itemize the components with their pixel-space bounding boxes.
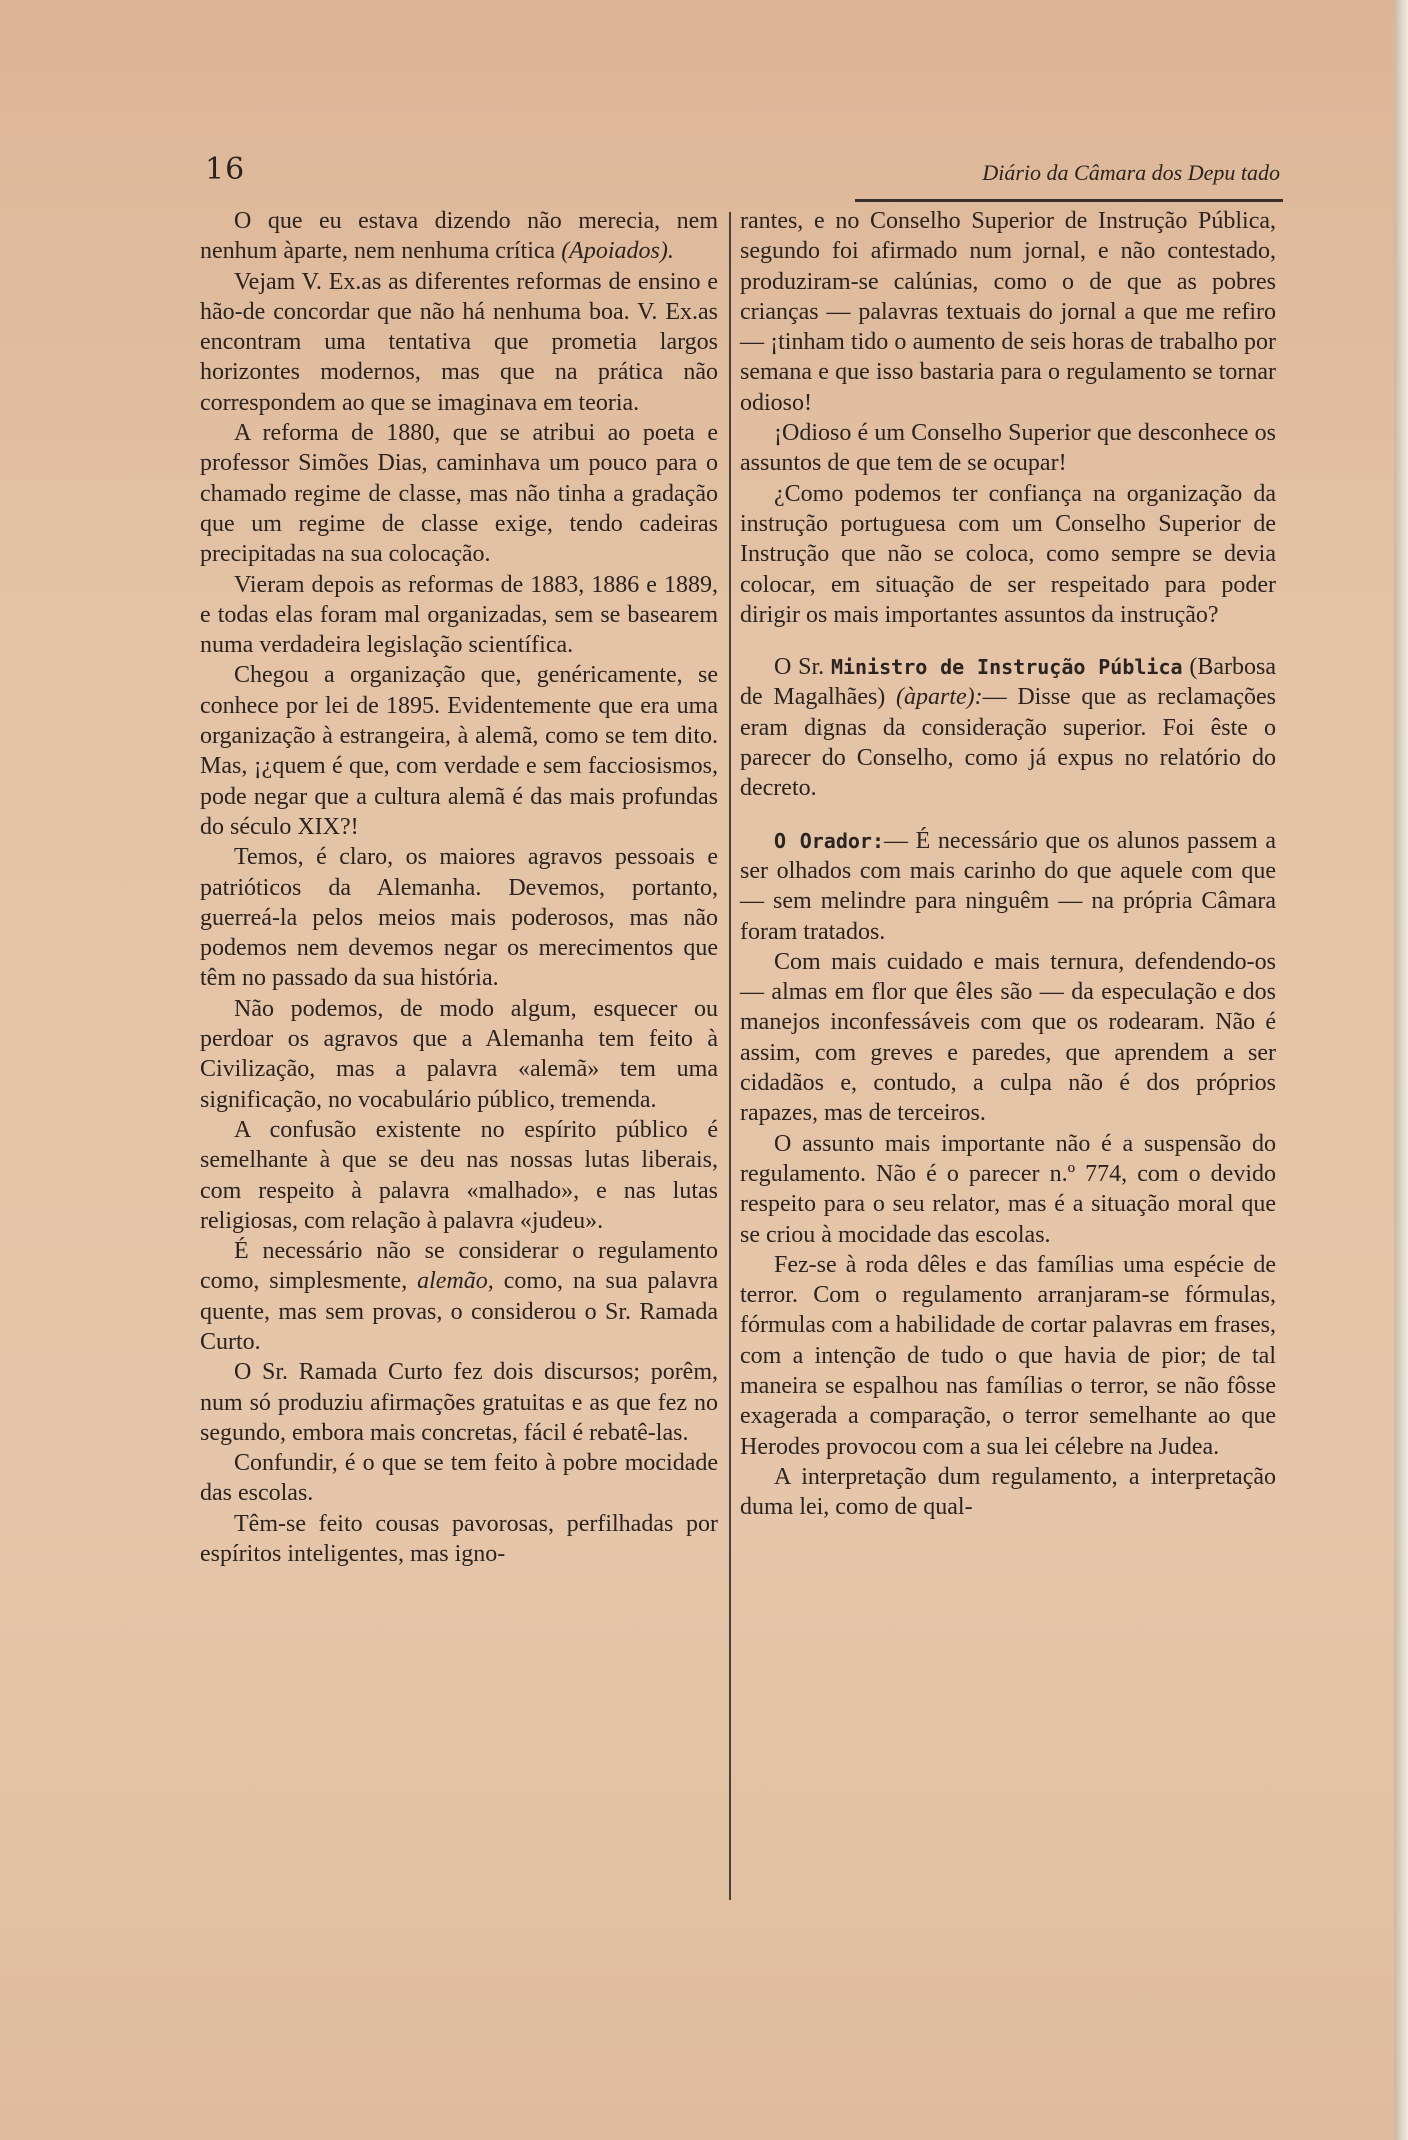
text-run: — Disse que as reclamações eram dignas da consideração superior. Foi êste o parecer do Conselho, como já expus no relatório do decreto. bbox=[740, 684, 1277, 802]
column-divider bbox=[729, 212, 731, 1900]
paragraph: ¡Odioso é um Conselho Superior que desconhece os assuntos de que tem de se ocupar! bbox=[740, 420, 1276, 477]
paragraph: Chegou a organização que, genéricamente, se conhece por lei de 1895. Evidentemente que era uma organização à estrangeira, à alemã, como se tem dito. Mas, ¡¿quem é que, com verdade e sem facciosismos, pode negar que a cultura alemã é das mais profundas do século XIX?! bbox=[200, 662, 718, 840]
speaker-name: Ministro de Instrução Pública bbox=[830, 655, 1183, 680]
paragraph: A interpretação dum regulamento, a interpretação duma lei, como de qual- bbox=[740, 1463, 1276, 1521]
paragraph: Vieram depois as reformas de 1883, 1886 e 1889, e todas elas foram mal organizadas, sem se basearem numa verdadeira legislação scientífica. bbox=[200, 571, 718, 659]
paragraph: Não podemos, de modo algum, esquecer ou perdoar os agravos que a Alemanha tem feito à Civilização, mas a palavra «alemã» tem uma significação, no vocabulário público, tremenda. bbox=[200, 995, 718, 1113]
text-run: (Barbosa de Magalhães) bbox=[740, 654, 1277, 711]
paragraph: O assunto mais importante não é a suspensão do regulamento. Não é o parecer n.º 774, com o devido respeito para o seu relator, mas é a situação moral que se criou à mocidade das escolas. bbox=[740, 1130, 1276, 1248]
paragraph bbox=[200, 1236, 718, 1357]
text-run: O que eu estava dizendo não merecia, nem nenhum àparte, nem nenhuma crítica bbox=[200, 208, 718, 265]
text-run: (Apoiados). bbox=[561, 238, 674, 265]
text-run: É necessário não se considerar o regulamento como, simplesmente, bbox=[200, 1238, 718, 1295]
paragraph: A reforma de 1880, que se atribui ao poeta e professor Simões Dias, caminhava um pouco para o chamado regime de classe, mas não tinha a gradação que um regime de classe exige, tendo cadeiras precipitadas na sua colocação. bbox=[200, 420, 718, 568]
text-run: O Sr. bbox=[774, 654, 825, 681]
paragraph: Fez-se à roda dêles e das famílias uma espécie de terror. Com o regulamento arranjaram-se fórmulas, fórmulas com a habilidade de cortar palavras em frases, com a intenção de tudo o que havia de pior; de tal maneira se espalhou nas famílias o terror, se não fôsse exagerada a comparação, o terror semelhante ao que Herodes provocou com a sua lei célebre na Judea. bbox=[740, 1251, 1276, 1460]
paragraph: Têm-se feito cousas pavorosas, perfilhadas por espíritos inteligentes, mas igno- bbox=[200, 1510, 718, 1568]
paragraph bbox=[200, 206, 718, 267]
page-number: 16 bbox=[205, 152, 246, 187]
header-rule bbox=[855, 199, 1283, 202]
text-run: — É necessário que os alunos passem a ser olhados com mais carinho do que aquele com que — sem melindre para ninguêm — na própria Câmara foram tratados. bbox=[740, 827, 1276, 945]
paragraph: ¿Como podemos ter confiança na organização da instrução portuguesa com um Conselho Superior de Instrução que não se coloca, como sempre se devia colocar, em situação de ser respeitado para poder dirigir os mais importantes assuntos da instrução? bbox=[740, 480, 1276, 628]
paragraph: Com mais cuidado e mais ternura, defendendo-os — almas em flor que êles são — da especulação e dos manejos inconfessáveis com que os rodearam. Não é assim, com greves e paredes, que aprendem a ser cidadãos e, contudo, a culpa não é dos próprios rapazes, mas de terceiros. bbox=[740, 948, 1276, 1127]
paragraph: O Sr. Ramada Curto fez dois discursos; porêm, num só produziu afirmações gratuitas e as que fez no segundo, embora mais concretas, fácil é rebatê-las. bbox=[200, 1359, 718, 1446]
left-column bbox=[200, 206, 718, 1569]
right-column bbox=[740, 206, 1276, 1522]
text-run: como, na sua palavra quente, mas sem provas, o considerou o Sr. Ramada Curto. bbox=[200, 1268, 719, 1355]
paragraph: A confusão existente no espírito público é semelhante à que se deu nas nossas lutas liberais, com respeito à palavra «malhado», e nas lutas religiosas, com relação à palavra «judeu». bbox=[200, 1116, 718, 1234]
speech-orator bbox=[740, 826, 1276, 947]
speech-minister bbox=[740, 652, 1276, 803]
paragraph: Vejam V. Ex.as as diferentes reformas de ensino e hão-de concordar que não há nenhuma boa. V. Ex.as encontram uma tentativa que prometia largos horizontes modernos, mas que na prática não correspondem ao que se imaginava em teoria. bbox=[200, 268, 718, 416]
page-edge bbox=[1394, 0, 1408, 2140]
text-run: (àparte): bbox=[896, 684, 983, 711]
running-header: Diário da Câmara dos Depu tado bbox=[982, 160, 1280, 185]
paragraph: Temos, é claro, os maiores agravos pessoais e patrióticos da Alemanha. Devemos, portanto, guerreá-la pelos meios mais poderosos, mas não podemos nem devemos negar os merecimentos que têm no passado da sua história. bbox=[200, 844, 718, 992]
text-run: alemão, bbox=[417, 1268, 494, 1295]
paragraph: rantes, e no Conselho Superior de Instrução Pública, segundo foi afirmado num jornal, e não contestado, produziram-se calúnias, como o de que as pobres crianças — palavras textuais do jornal a que me refiro — ¡tinham tido o aumento de seis horas de trabalho por semana e que isso bastaria para o regulamento se tornar odioso! bbox=[740, 208, 1276, 416]
speaker-name: O Orador: bbox=[774, 828, 884, 853]
paragraph: Confundir, é o que se tem feito à pobre mocidade das escolas. bbox=[200, 1450, 718, 1507]
